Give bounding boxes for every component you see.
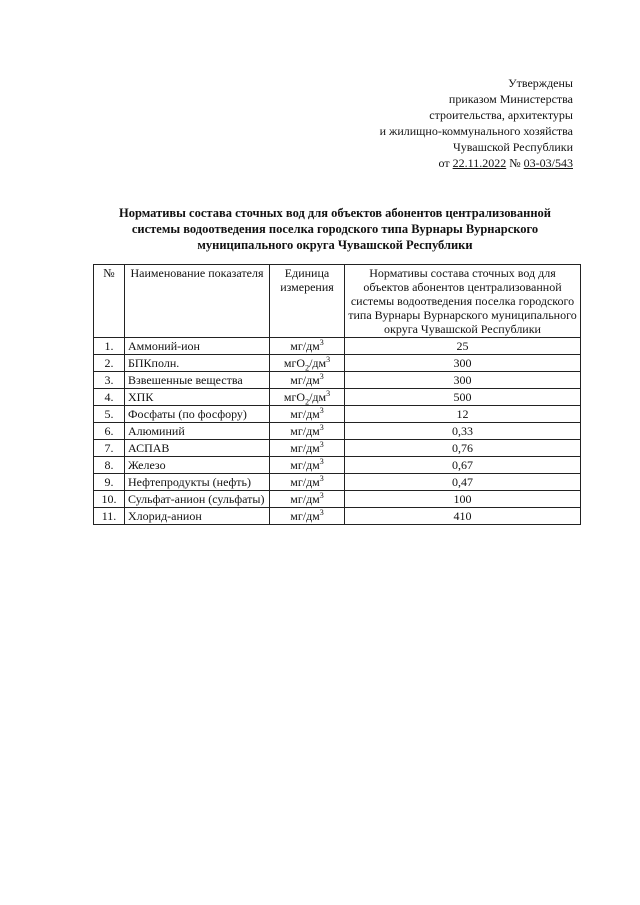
row-value: 12 <box>345 406 581 423</box>
approval-line-ministry-2: и жилищно-коммунального хозяйства <box>379 124 573 138</box>
table-row <box>94 440 581 457</box>
row-name: Взвешенные вещества <box>125 372 270 389</box>
approval-line-approved: Утверждены <box>508 76 573 90</box>
row-unit: $мг/дм^3$ <box>270 457 345 474</box>
row-name: Хлорид-анион <box>125 508 270 525</box>
row-unit: $мгО_2/дм^3$ <box>270 389 345 406</box>
table-row <box>94 338 581 355</box>
row-num: 9. <box>94 474 125 491</box>
row-value: 300 <box>345 372 581 389</box>
row-name: Аммоний-ион <box>125 338 270 355</box>
approval-date-prefix: от <box>438 156 450 170</box>
approval-number: 03-03/543 <box>523 156 573 170</box>
table-row <box>94 355 581 372</box>
table-row <box>94 508 581 525</box>
row-num: 10. <box>94 491 125 508</box>
approval-line-republic: Чувашской Республики <box>452 140 573 154</box>
row-name: Нефтепродукты (нефть) <box>125 474 270 491</box>
row-num: 2. <box>94 355 125 372</box>
header-unit: Единица измерения <box>270 265 345 338</box>
approval-date: 22.11.2022 <box>452 156 507 170</box>
row-value: 0,47 <box>345 474 581 491</box>
row-name: АСПАВ <box>125 440 270 457</box>
title-line-3: муниципального округа Чувашской Республики <box>197 238 473 252</box>
table-row <box>94 406 581 423</box>
row-value: 500 <box>345 389 581 406</box>
row-value: 410 <box>345 508 581 525</box>
approval-line-ministry-1: строительства, архитектуры <box>429 108 573 122</box>
table-row <box>94 389 581 406</box>
row-value: 0,76 <box>345 440 581 457</box>
row-unit: $мг/дм^3$ <box>270 406 345 423</box>
row-num: 3. <box>94 372 125 389</box>
header-name: Наименование показателя <box>125 265 270 338</box>
row-name: Железо <box>125 457 270 474</box>
row-num: 8. <box>94 457 125 474</box>
header-norm: Нормативы состава сточных вод для объектов абонентов централизованной системы водоотведения поселка городского типа Вурнары Вурнарского муниципального округа Чувашской Республики <box>345 265 581 338</box>
table-row <box>94 423 581 440</box>
table-row <box>94 491 581 508</box>
row-num: 4. <box>94 389 125 406</box>
header-num: № <box>94 265 125 338</box>
row-name: Алюминий <box>125 423 270 440</box>
row-value: 0,33 <box>345 423 581 440</box>
row-name: ХПК <box>125 389 270 406</box>
row-value: 25 <box>345 338 581 355</box>
row-unit: $мг/дм^3$ <box>270 474 345 491</box>
row-unit: $мг/дм^3$ <box>270 491 345 508</box>
row-value: 300 <box>345 355 581 372</box>
row-name: Фосфаты (по фосфору) <box>125 406 270 423</box>
row-num: 1. <box>94 338 125 355</box>
row-value: 100 <box>345 491 581 508</box>
approval-number-prefix: № <box>509 156 521 170</box>
norms-table <box>93 264 581 525</box>
row-name: БПКполн. <box>125 355 270 372</box>
row-unit: $мг/дм^3$ <box>270 423 345 440</box>
row-unit: $мг/дм^3$ <box>270 338 345 355</box>
row-unit: $мг/дм^3$ <box>270 440 345 457</box>
title-line-2: системы водоотведения поселка городского типа Вурнары Вурнарского <box>131 222 539 236</box>
table-row <box>94 372 581 389</box>
approval-block <box>313 75 573 171</box>
row-num: 7. <box>94 440 125 457</box>
title-line-1: Нормативы состава сточных вод для объектов абонентов централизованной <box>118 206 551 220</box>
row-num: 5. <box>94 406 125 423</box>
table-header-row <box>94 265 581 338</box>
table-row <box>94 474 581 491</box>
row-unit: $мгО_2/дм^3$ <box>270 355 345 372</box>
row-value: 0,67 <box>345 457 581 474</box>
row-unit: $мг/дм^3$ <box>270 372 345 389</box>
approval-date-line <box>313 155 573 171</box>
document-title <box>90 205 580 253</box>
table-row <box>94 457 581 474</box>
row-num: 11. <box>94 508 125 525</box>
row-num: 6. <box>94 423 125 440</box>
approval-line-order: приказом Министерства <box>448 92 573 106</box>
row-unit: $мг/дм^3$ <box>270 508 345 525</box>
row-name: Сульфат-анион (сульфаты) <box>125 491 270 508</box>
